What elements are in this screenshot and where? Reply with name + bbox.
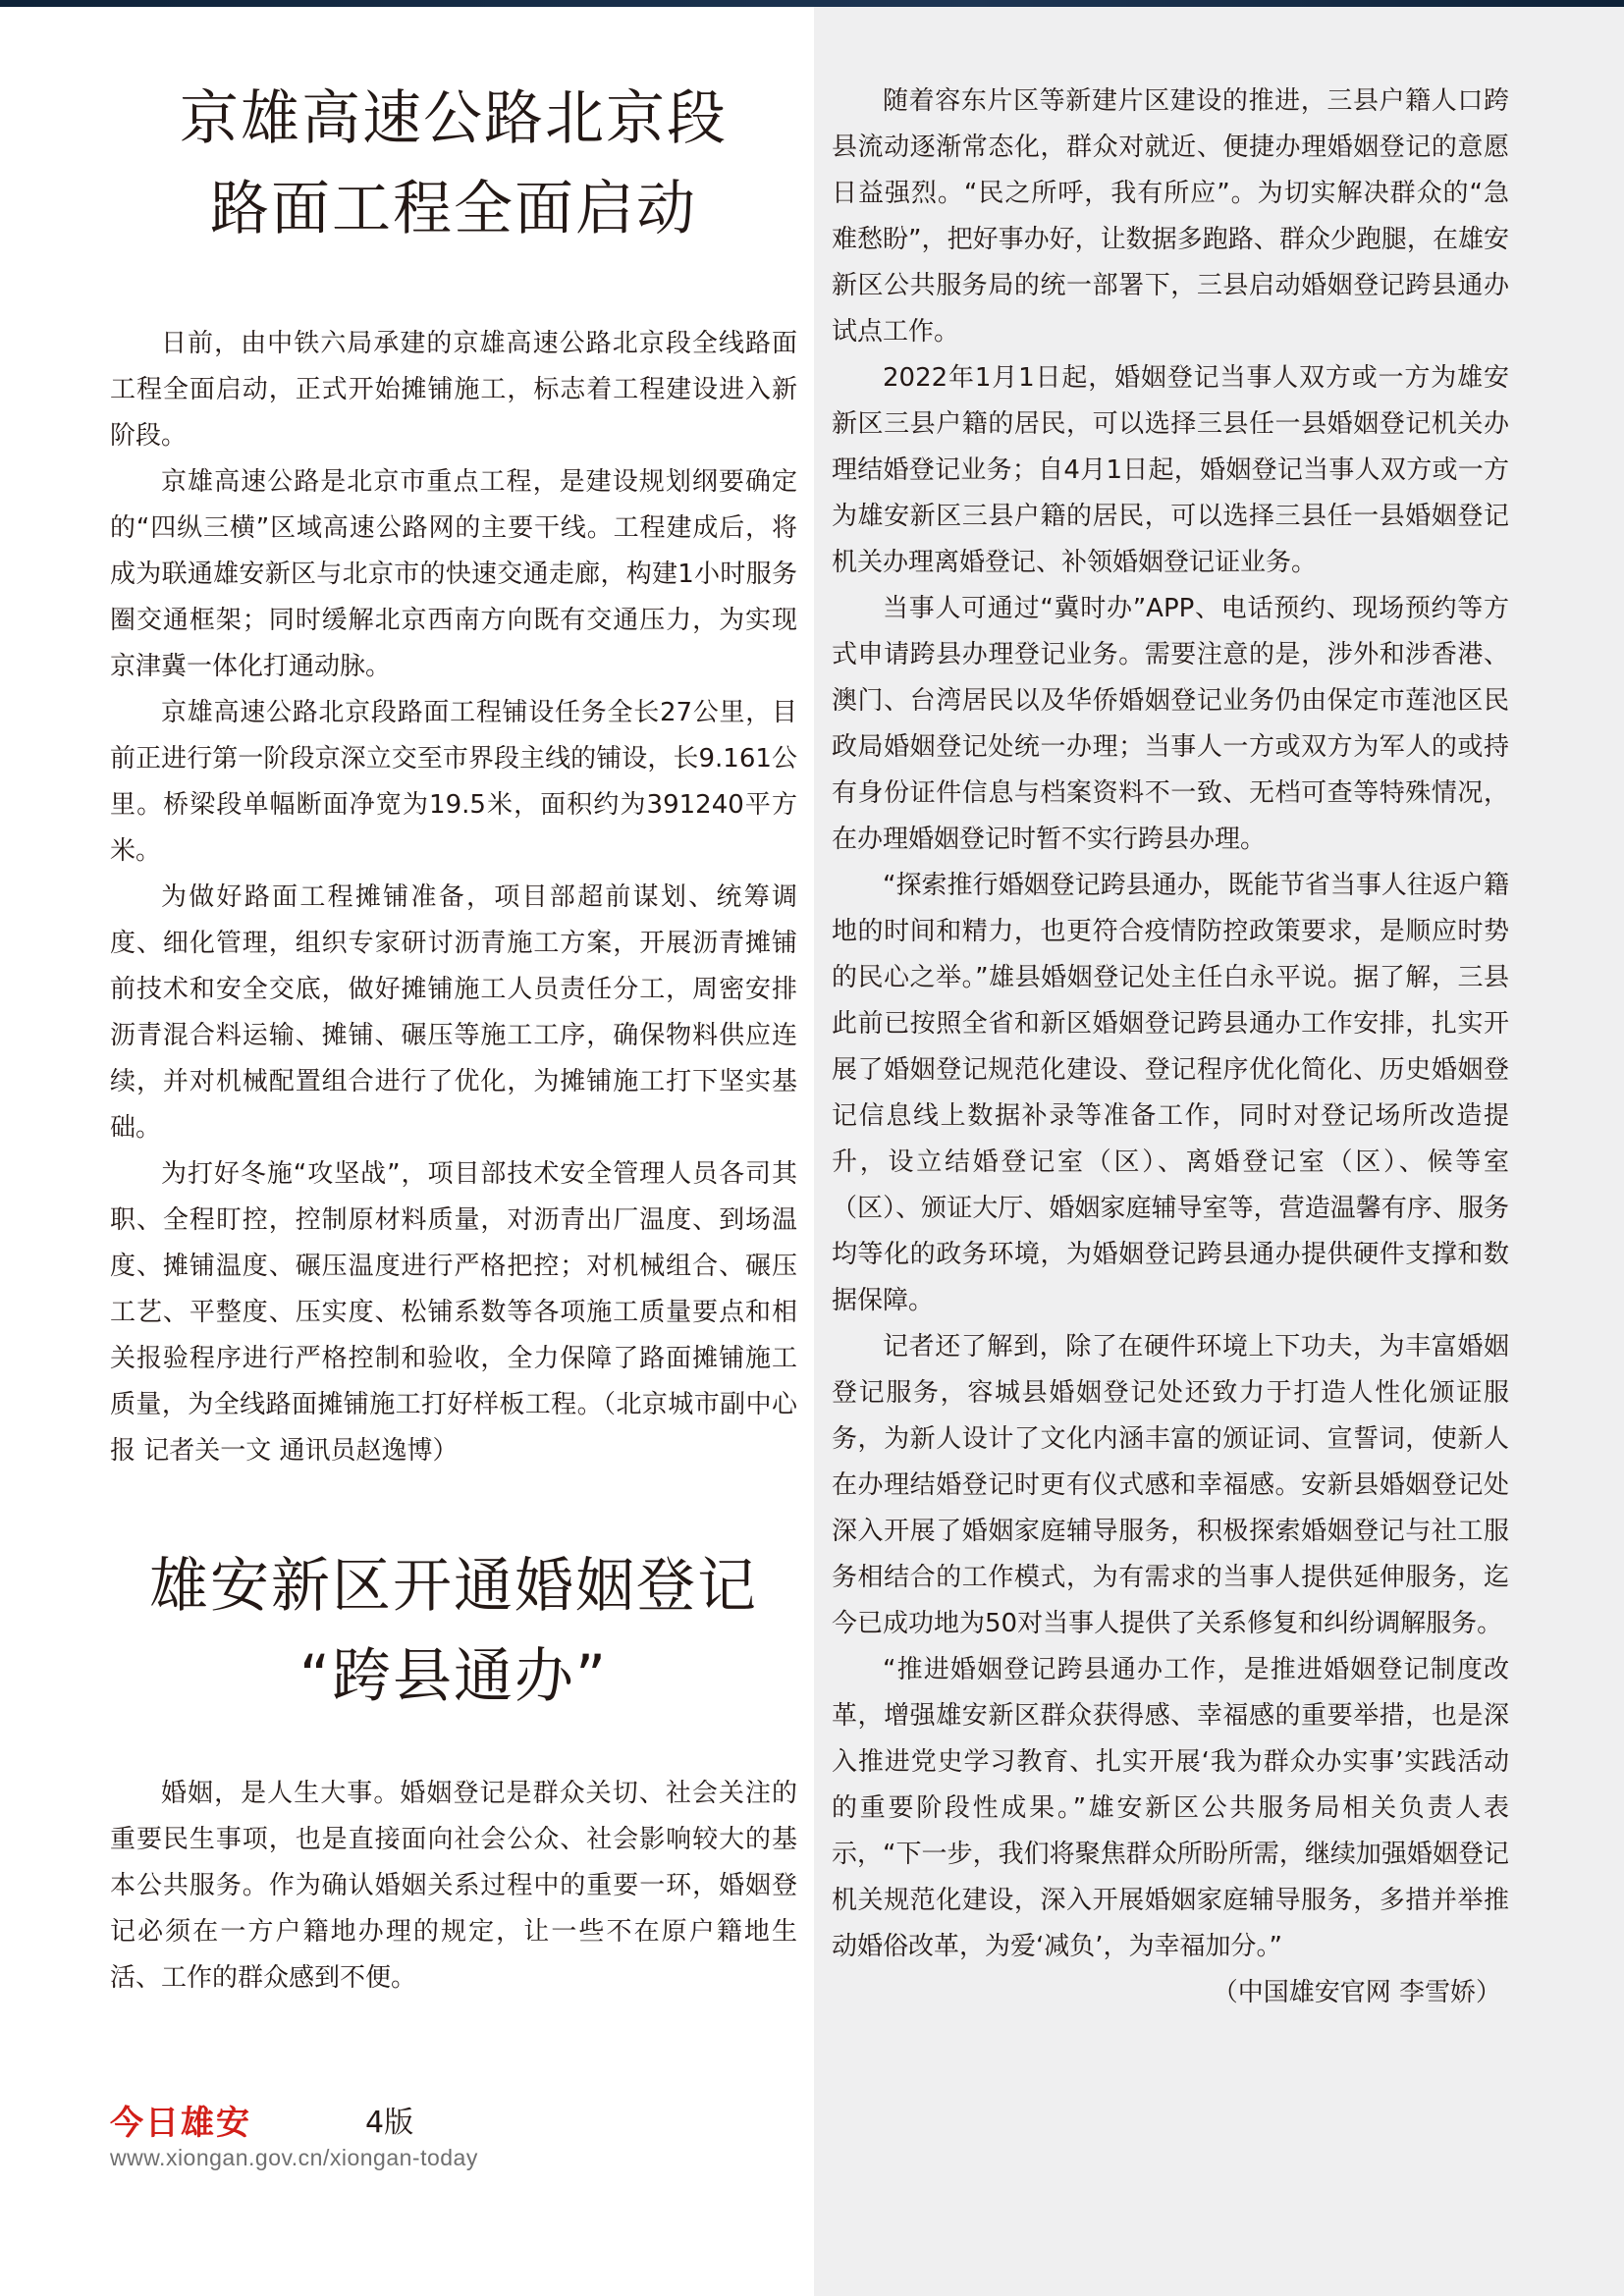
article1-paragraph: 为做好路面工程摊铺准备，项目部超前谋划、统筹调度、细化管理，组织专家研讨沥青施工方案，开展沥青摊铺前技术和安全交底，做好摊铺施工人员责任分工，周密安排沥青混合料运输、摊铺、碾压等施工工序，确保物料供应连续，并对机械配置组合进行了优化，为摊铺施工打下坚实基础。 bbox=[110, 882, 797, 1143]
article2-paragraph: “探索推行婚姻登记跨县通办，既能节省当事人往返户籍地的时间和精力，也更符合疫情防控政策要求，是顺应时势的民心之举。”雄县婚姻登记处主任白永平说。据了解，三县此前已按照全省和新区婚姻登记跨县通办工作安排，扎实开展了婚姻登记规范化建设、登记程序优化简化、历史婚姻登记信息线上数据补录等准备工作，同时对登记场所改造提升，设立结婚登记室（区）、离婚登记室（区）、候等室（区）、颁证大厅、婚姻家庭辅导室等，营造温馨有序、服务均等化的政务环境，为婚姻登记跨县通办提供硬件支撑和数据保障。 bbox=[832, 871, 1509, 1315]
article2-paragraph: 随着容东片区等新建片区建设的推进，三县户籍人口跨县流动逐渐常态化，群众对就近、便捷办理婚姻登记的意愿日益强烈。“民之所呼，我有所应”。为切实解决群众的“急难愁盼”，把好事办好，让数据多跑路、群众少跑腿，在雄安新区公共服务局的统一部署下，三县启动婚姻登记跨县通办试点工作。 bbox=[832, 86, 1509, 347]
footer-logo-row bbox=[110, 2098, 562, 2141]
article1-paragraph: 日前，由中铁六局承建的京雄高速公路北京段全线路面工程全面启动，正式开始摊铺施工，标志着工程建设进入新阶段。 bbox=[110, 329, 797, 451]
article1-paragraph: 为打好冬施“攻坚战”，项目部技术安全管理人员各司其职、全程盯控，控制原材料质量，对沥青出厂温度、到场温度、摊铺温度、碾压温度进行严格把控；对机械组合、碾压工艺、平整度、压实度、松铺系数等各项施工质量要点和相关报验程序进行严格控制和验收，全力保障了路面摊铺施工质量，为全线路面摊铺施工打好样板工程。（北京城市副中心报 记者关一文 通讯员赵逸博） bbox=[110, 1159, 797, 1466]
article2-byline: （中国雄安官网 李雪娇） bbox=[1212, 1978, 1501, 2007]
top-decorative-bar bbox=[0, 0, 1624, 7]
article1-body bbox=[110, 321, 797, 1474]
article2-paragraph: 记者还了解到，除了在硬件环境上下功夫，为丰富婚姻登记服务，容城县婚姻登记处还致力于打造人性化颁证服务，为新人设计了文化内涵丰富的颁证词、宣誓词，使新人在办理结婚登记时更有仪式感和幸福感。安新县婚姻登记处深入开展了婚姻家庭辅导服务，积极探索婚姻登记与社工服务相结合的工作模式，为有需求的当事人提供延伸服务，迄今已成功地为50对当事人提供了关系修复和纠纷调解服务。 bbox=[832, 1332, 1509, 1638]
page-footer bbox=[110, 2098, 562, 2171]
right-column bbox=[832, 79, 1509, 2016]
article2-paragraph: 当事人可通过“冀时办”APP、电话预约、现场预约等方式申请跨县办理登记业务。需要注意的是，涉外和涉香港、澳门、台湾居民以及华侨婚姻登记业务仍由保定市莲池区民政局婚姻登记处统一办理；当事人一方或双方为军人的或持有身份证件信息与档案资料不一致、无档可查等特殊情况，在办理婚姻登记时暂不实行跨县办理。 bbox=[832, 594, 1509, 854]
left-column bbox=[110, 39, 797, 2002]
article1-paragraph: 京雄高速公路北京段路面工程铺设任务全长27公里，目前正进行第一阶段京深立交至市界段主线的铺设，长9.161公里。桥梁段单幅断面净宽为19.5米，面积约为391240平方米。 bbox=[110, 698, 797, 866]
article2-paragraph: 婚姻，是人生大事。婚姻登记是群众关切、社会关注的重要民生事项，也是直接面向社会公众、社会影响较大的基本公共服务。作为确认婚姻关系过程中的重要一环，婚姻登记必须在一方户籍地办理的规定，让一些不在原户籍地生活、工作的群众感到不便。 bbox=[110, 1779, 797, 1993]
publication-logo: 今日雄安 bbox=[110, 2103, 251, 2143]
publication-url[interactable]: www.xiongan.gov.cn/xiongan-today bbox=[110, 2145, 478, 2170]
article1-headline bbox=[110, 74, 797, 254]
page-number: 4版 bbox=[365, 2106, 414, 2140]
article1-paragraph: 京雄高速公路是北京市重点工程，是建设规划纲要确定的“四纵三横”区域高速公路网的主要干线。工程建成后，将成为联通雄安新区与北京市的快速交通走廊，构建1小时服务圈交通框架；同时缓解北京西南方向既有交通压力，为实现京津冀一体化打通动脉。 bbox=[110, 467, 797, 681]
article2-headline bbox=[110, 1541, 797, 1722]
article2-paragraph: “推进婚姻登记跨县通办工作，是推进婚姻登记制度改革，增强雄安新区群众获得感、幸福感的重要举措，也是深入推进党史学习教育、扎实开展‘我为群众办实事’实践活动的重要阶段性成果。”雄安新区公共服务局相关负责人表示，“下一步，我们将聚焦群众所盼所需，继续加强婚姻登记机关规范化建设，深入开展婚姻家庭辅导服务，多措并举推动婚俗改革，为爱‘减负’，为幸福加分。” bbox=[832, 1655, 1509, 1961]
article2-headline-line-1: 雄安新区开通婚姻登记 bbox=[149, 1552, 758, 1621]
article1-headline-line-1: 京雄高速公路北京段 bbox=[180, 84, 728, 153]
article2-headline-line-2: “跨县通办” bbox=[298, 1642, 609, 1711]
article2-body-left bbox=[110, 1771, 797, 2002]
article2-paragraph: 2022年1月1日起，婚姻登记当事人双方或一方为雄安新区三县户籍的居民，可以选择三县任一县婚姻登记机关办理结婚登记业务；自4月1日起，婚姻登记当事人双方或一方为雄安新区三县户籍的居民，可以选择三县任一县婚姻登记机关办理离婚登记、补领婚姻登记证业务。 bbox=[832, 363, 1509, 577]
article1-headline-line-2: 路面工程全面启动 bbox=[210, 175, 697, 243]
